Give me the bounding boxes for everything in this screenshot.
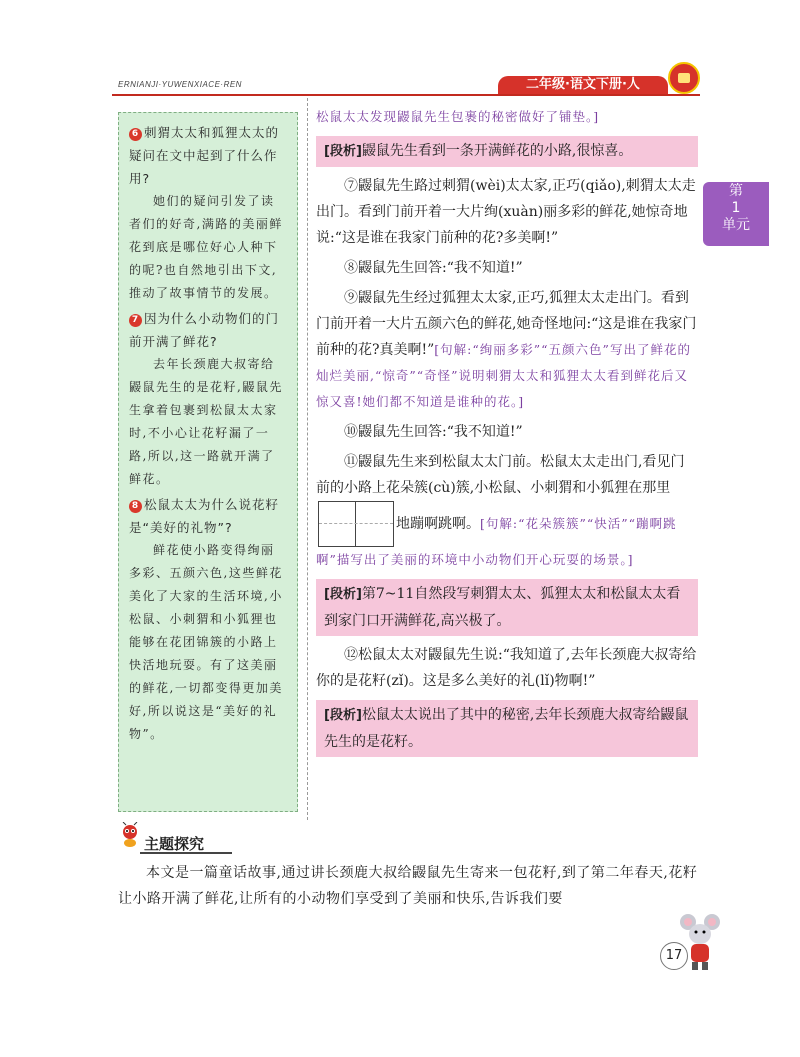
header-line: [112, 94, 700, 96]
paragraph-8: ⑧鼹鼠先生回答:“我不知道!”: [344, 260, 523, 276]
answer-6: 她们的疑问引发了读者们的好奇,满路的美丽鲜花到底是哪位好心人种下的呢?也自然地引出下文,推动了故事情节的发展。: [129, 194, 283, 300]
question-7: [129, 307, 287, 353]
paragraph-11-text-b: 地蹦啊跳啊。: [396, 516, 480, 532]
segment-tag: [段析]: [324, 708, 362, 723]
segment-analysis-1: [316, 136, 698, 167]
topic-underline: [140, 852, 232, 854]
paragraph-11-text-a: ⑪鼹鼠先生来到松鼠太太门前。松鼠太太走出门,看见门前的小路上花朵簇(cù)簇,小松鼠、小刺猬和小狐狸在那里: [316, 454, 685, 496]
ant-mascot-icon: [118, 822, 142, 848]
intro-note: 松鼠太太发现鼹鼠先生包裹的秘密做好了铺垫。]: [316, 109, 600, 124]
answer-8: 鲜花使小路变得绚丽多彩、五颜六色,这些鲜花美化了大家的生活环境,小松鼠、小刺猬和小狐狸也能够在花团锦簇的小路上快活地玩耍。有了这美丽的鲜花,一切都变得更加美好,所以说这是“美好的礼物”。: [129, 543, 283, 741]
segment-text: 松鼠太太说出了其中的秘密,去年长颈鹿大叔寄给鼹鼠先生的是花籽。: [324, 707, 689, 750]
question-number-badge: 7: [129, 314, 142, 327]
question-number-badge: 6: [129, 128, 142, 141]
unit-tab-line1: 第: [729, 183, 743, 199]
paragraph-9-text: ⑨鼹鼠先生经过狐狸太太家,正巧,狐狸太太走出门。看到门前开着一大片五颜六色的鲜花,她奇怪地问:“这是谁在我家门前种的花?真美啊!”: [316, 290, 697, 358]
question-6: [129, 121, 287, 190]
sentence-note-11: [句解:“花朵簇簇”“快活”“蹦啊跳啊”描写出了美丽的环境中小动物们开心玩耍的场景。]: [316, 516, 677, 567]
unit-tab: [703, 182, 769, 246]
header-logo-icon: [668, 62, 700, 94]
writing-grid[interactable]: [318, 501, 394, 547]
sentence-note-9: [句解:“绚丽多彩”“五颜六色”写出了鲜花的灿烂美丽,“惊奇”“奇怪”说明刺猬太太和狐狸太太看到鲜花后又惊又喜!她们都不知道是谁种的花。]: [316, 342, 691, 409]
question-number-badge: 8: [129, 500, 142, 513]
segment-tag: [段析]: [324, 144, 362, 159]
question-7-text: 因为什么小动物们的门前开满了鲜花?: [129, 311, 280, 349]
segment-text: 鼹鼠先生看到一条开满鲜花的小路,很惊喜。: [361, 143, 633, 159]
segment-analysis-2: [316, 579, 698, 636]
question-8-text: 松鼠太太为什么说花籽是“美好的礼物”?: [129, 497, 280, 535]
segment-tag: [段析]: [324, 587, 362, 602]
segment-analysis-3: [316, 700, 698, 757]
page-number: 17: [660, 942, 688, 970]
question-8: [129, 493, 287, 539]
paragraph-7: ⑦鼹鼠先生路过刺猬(wèi)太太家,正巧(qiǎo),刺猬太太走出门。看到门前开着一大片绚(xuàn)丽多彩的鲜花,她惊奇地说:“这是谁在我家门前种的花?多美啊!”: [316, 178, 696, 246]
answer-7: 去年长颈鹿大叔寄给鼹鼠先生的是花籽,鼹鼠先生拿着包裹到松鼠太太家时,不小心让花籽漏了一路,所以,这一路就开满了鲜花。: [129, 357, 283, 486]
paragraph-12: ⑫松鼠太太对鼹鼠先生说:“我知道了,去年长颈鹿大叔寄给你的是花籽(zǐ)。这是多么美好的礼(lǐ)物啊!”: [316, 647, 697, 689]
topic-title: 主题探究: [144, 835, 205, 853]
paragraph-11: [316, 449, 698, 573]
unit-tab-line2: 1: [731, 200, 741, 216]
paragraph-9: [316, 285, 698, 415]
question-6-text: 刺猬太太和狐狸太太的疑问在文中起到了什么作用?: [129, 125, 280, 186]
side-question-box: [118, 112, 298, 812]
segment-text: 第7~11自然段写刺猬太太、狐狸太太和松鼠太太看到家门口开满鲜花,高兴极了。: [324, 586, 681, 629]
unit-tab-line3: 单元: [722, 217, 750, 233]
topic-text: 本文是一篇童话故事,通过讲长颈鹿大叔给鼹鼠先生寄来一包花籽,到了第二年春天,花籽让小路开满了鲜花,让所有的小动物们享受到了美丽和快乐,告诉我们要: [118, 865, 698, 907]
header-pinyin: ERNIANJI·YUWENXIACE·REN: [118, 80, 242, 89]
column-divider: [307, 98, 308, 820]
paragraph-10: ⑩鼹鼠先生回答:“我不知道!”: [344, 424, 523, 440]
main-text: [316, 104, 698, 763]
header-tab: 二年级·语文下册·人: [498, 76, 668, 94]
